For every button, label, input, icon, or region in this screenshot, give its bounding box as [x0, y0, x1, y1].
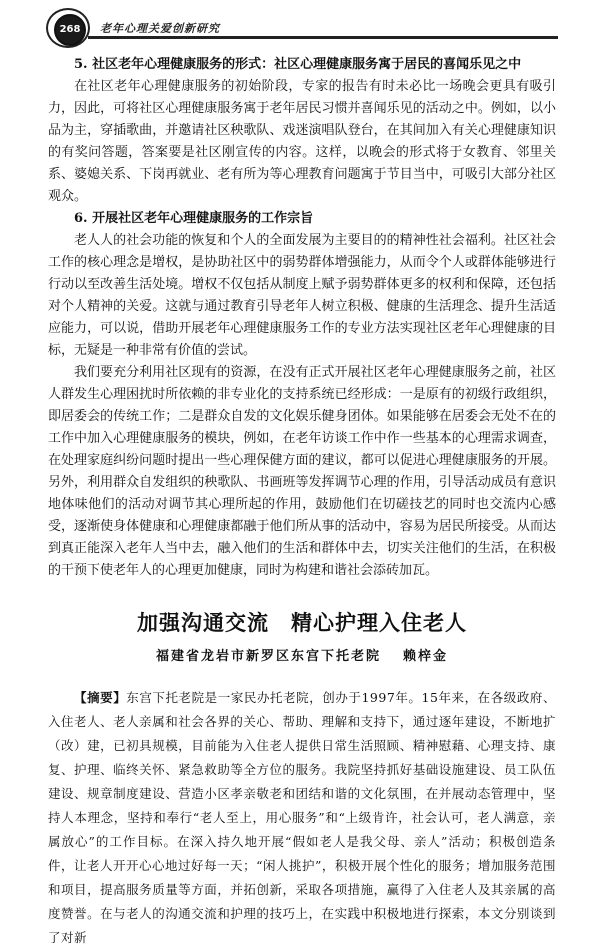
- article-author: [48, 646, 556, 668]
- section6-heading: 6. 开展社区老年心理健康服务的工作宗旨: [74, 211, 314, 226]
- page-content: [48, 54, 556, 950]
- author-name: 赖梓金: [403, 649, 449, 664]
- article-title-part2: 精心护理入住老人: [291, 611, 467, 635]
- page-header: [0, 0, 600, 46]
- running-head: 老年心理关爱创新研究: [100, 22, 220, 35]
- section5-paragraph: 在社区老年心理健康服务的初始阶段，专家的报告有时未必比一场晚会更具有吸引力，因此，可将社区心理健康服务寓于老年居民习惯并喜闻乐见的活动之中。例如，以小品为主，穿插歌曲，并邀请社区秧歌队、戏迷演唱队登台，在其间加入有关心理健康知识的有奖问答题，答案要是社区刚宣传的内容。这样，以晚会的形式将于女教育、邻里关系、婆媳关系、下岗再就业、老有所为等心理教育问题寓于节目当中，可吸引大部分社区观众。: [48, 79, 556, 204]
- section6-paragraph-2: 我们要充分利用社区现有的资源，在没有正式开展社区老年心理健康服务之前，社区人群发生心理困扰时所依赖的非专业化的支持系统已经形成：一是原有的初级行政组织，即居委会的传统工作；二是群众自发的文化娱乐健身团体。如果能够在居委会无处不在的工作中加入心理健康服务的模块，例如，在老年访谈工作中作一些基本的心理需求调查，在处理家庭纠纷问题时提出一些心理保健方面的建议，都可以促进心理健康服务的开展。另外，利用群众自发组织的秧歌队、书画班等发挥调节心理的作用，引导活动成员有意识地体味他们的活动对调节其心理所起的作用，鼓励他们在切磋技艺的同时也交流内心感受，逐渐使身体健康和心理健康都融于他们所从事的活动中，容易为居民所接受。从而达到真正能深入老年人当中去，融入他们的生活和群体中去，切实关注他们的生活，在积极的干预下使老年人的心理更加健康，同时为构建和谐社会添砖加瓦。: [48, 365, 556, 578]
- article-title-part1: 加强沟通交流: [137, 611, 269, 635]
- author-affiliation: 福建省龙岩市新罗区东宫下托老院: [155, 649, 381, 664]
- page-number: 268: [54, 14, 86, 46]
- section6-paragraph-1: 老人人的社会功能的恢复和个人的全面发展为主要目的的精神性社会福利。社区社会工作的核心理念是增权，是协助社区中的弱势群体增强能力，从而令个人或群体能够进行行动以至改善生活处境。增权不仅包括从制度上赋予弱势群体更多的权利和保障，还包括对个人精神的关爱。这就与通过教育引导老年人树立积极、健康的生活理念、提升生活适应能力，可以说，借助开展老年心理健康服务工作的专业方法实现社区老年心理健康的目标，无疑是一种非常有价值的尝试。: [48, 233, 556, 358]
- abstract-text: 东宫下托老院是一家民办托老院，创办于1997年。15年来，在各级政府、入住老人、老人亲属和社会各界的关心、帮助、理解和支持下，通过逐年建设，不断地扩（改）建，已初具规模，目前能为入住老人提供日常生活照顾、精神慰藉、心理支持、康复、护理、临终关怀、紧急救助等全方位的服务。我院坚持抓好基础设施建设、员工队伍建设、规章制度建设、营造小区孝亲敬老和团结和谐的文化氛围，在并展动态管理中，坚持人本理念，坚持和奉行“老人至上，用心服务”和“上级肯许，社会认可，老人满意，亲属放心”的工作目标。在深入持久地开展“假如老人是我父母、亲人”活动；积极创造条件，让老人开开心心地过好每一天；“闲人挑护”，积极开展个性化的服务；增加服务范围和项目，提高服务质量等方面，并拓创新，采取各项措施，赢得了入住老人及其亲属的高度赞誉。在与老人的沟通交流和护理的技巧上，在实践中积极地进行探索，本文分别谈到了对新: [48, 690, 556, 945]
- header-rule: [88, 36, 558, 39]
- article-abstract: [48, 686, 556, 950]
- section5-heading: 5. 社区老年心理健康服务的形式：社区心理健康服务寓于居民的喜闻乐见之中: [74, 57, 522, 72]
- abstract-label: 【摘要】: [74, 690, 127, 705]
- article-title: [48, 608, 556, 638]
